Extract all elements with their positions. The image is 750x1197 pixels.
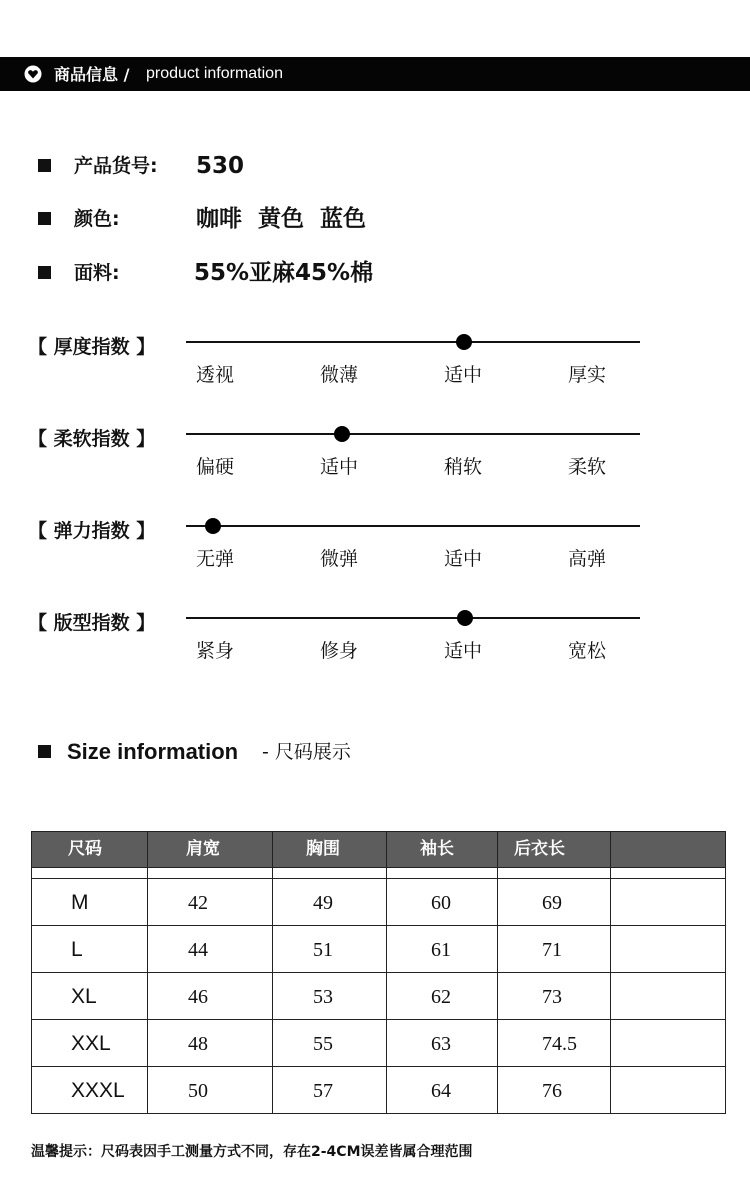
table-cell-value: 44 bbox=[188, 939, 208, 961]
index-title: 【 弹力指数 】 bbox=[28, 520, 156, 542]
index-tick-label: 适中 bbox=[443, 640, 482, 662]
size-heading-cn: - 尺码展示 bbox=[262, 741, 351, 763]
info-label-color: 颜色: bbox=[74, 208, 120, 230]
footer-note: 温馨提示：尺码表因手工测量方式不同，存在2-4CM误差皆属合理范围 bbox=[31, 1144, 473, 1160]
table-header-cell: 尺码 bbox=[68, 839, 102, 859]
table-header-cell: 后衣长 bbox=[514, 839, 565, 859]
table-cell-value: 73 bbox=[542, 986, 562, 1008]
index-tick-label: 适中 bbox=[443, 548, 482, 570]
table-cell-value: 62 bbox=[431, 986, 451, 1008]
index-marker-dot bbox=[457, 610, 473, 626]
table-header-cell: 胸围 bbox=[306, 839, 340, 859]
index-scale-line bbox=[186, 617, 640, 619]
index-title: 【 柔软指数 】 bbox=[28, 428, 156, 450]
table-cell-size: L bbox=[71, 938, 83, 961]
index-tick-label: 适中 bbox=[443, 364, 482, 386]
size-table-header bbox=[32, 832, 725, 867]
index-tick-label: 紧身 bbox=[195, 640, 234, 662]
heart-badge-icon bbox=[24, 65, 42, 83]
table-header-cell: 袖长 bbox=[420, 839, 454, 859]
table-row-divider bbox=[32, 1019, 725, 1020]
table-cell-value: 57 bbox=[313, 1080, 333, 1102]
table-cell-value: 51 bbox=[313, 939, 333, 961]
index-tick-label: 稍软 bbox=[443, 456, 482, 478]
bullet-square bbox=[38, 266, 51, 279]
header-title-en: product information bbox=[146, 65, 283, 82]
table-cell-size: XXXL bbox=[71, 1079, 125, 1102]
info-value-color: 咖啡 黄色 蓝色 bbox=[196, 206, 367, 232]
size-heading-en: Size information bbox=[67, 739, 239, 764]
index-tick-label: 透视 bbox=[195, 364, 234, 386]
table-cell-value: 55 bbox=[313, 1033, 333, 1055]
index-scale-line bbox=[186, 525, 640, 527]
table-cell-value: 49 bbox=[313, 892, 333, 914]
table-row-divider bbox=[32, 925, 725, 926]
table-cell-value: 50 bbox=[188, 1080, 208, 1102]
index-tick-label: 柔软 bbox=[567, 456, 606, 478]
index-tick-label: 修身 bbox=[319, 640, 358, 662]
index-tick-label: 适中 bbox=[319, 456, 358, 478]
table-cell-value: 63 bbox=[431, 1033, 451, 1055]
index-tick-label: 微薄 bbox=[319, 364, 358, 386]
table-cell-value: 61 bbox=[431, 939, 451, 961]
table-row-divider bbox=[32, 878, 725, 879]
bullet-square bbox=[38, 159, 51, 172]
info-value-sku: 530 bbox=[196, 153, 245, 179]
index-tick-label: 高弹 bbox=[567, 548, 606, 570]
index-scale-line bbox=[186, 433, 640, 435]
index-tick-label: 微弹 bbox=[319, 548, 358, 570]
index-scale-line bbox=[186, 341, 640, 343]
index-tick-label: 厚实 bbox=[567, 364, 606, 386]
bullet-square bbox=[38, 212, 51, 225]
header-title-cn: 商品信息 / bbox=[54, 65, 130, 84]
table-cell-value: 53 bbox=[313, 986, 333, 1008]
table-row-divider bbox=[32, 1066, 725, 1067]
index-title: 【 版型指数 】 bbox=[28, 612, 156, 634]
table-row-divider bbox=[32, 867, 725, 868]
index-marker-dot bbox=[456, 334, 472, 350]
bullet-square bbox=[38, 745, 51, 758]
table-cell-value: 74.5 bbox=[542, 1033, 577, 1055]
table-cell-size: M bbox=[71, 891, 89, 914]
table-cell-value: 71 bbox=[542, 939, 562, 961]
index-tick-label: 偏硬 bbox=[195, 456, 234, 478]
info-label-sku: 产品货号: bbox=[74, 155, 158, 177]
table-row-divider bbox=[32, 972, 725, 973]
table-header-cell: 肩宽 bbox=[186, 839, 220, 859]
table-cell-size: XXL bbox=[71, 1032, 111, 1055]
table-cell-value: 64 bbox=[431, 1080, 451, 1102]
table-cell-value: 48 bbox=[188, 1033, 208, 1055]
index-marker-dot bbox=[334, 426, 350, 442]
index-marker-dot bbox=[205, 518, 221, 534]
index-title: 【 厚度指数 】 bbox=[28, 336, 156, 358]
table-cell-size: XL bbox=[71, 985, 97, 1008]
table-cell-value: 46 bbox=[188, 986, 208, 1008]
table-cell-value: 69 bbox=[542, 892, 562, 914]
table-cell-value: 76 bbox=[542, 1080, 562, 1102]
index-tick-label: 无弹 bbox=[195, 548, 234, 570]
table-cell-value: 42 bbox=[188, 892, 208, 914]
table-cell-value: 60 bbox=[431, 892, 451, 914]
info-value-fabric: 55%亚麻45%棉 bbox=[194, 260, 374, 286]
info-label-fabric: 面料: bbox=[74, 262, 120, 284]
index-tick-label: 宽松 bbox=[567, 640, 606, 662]
